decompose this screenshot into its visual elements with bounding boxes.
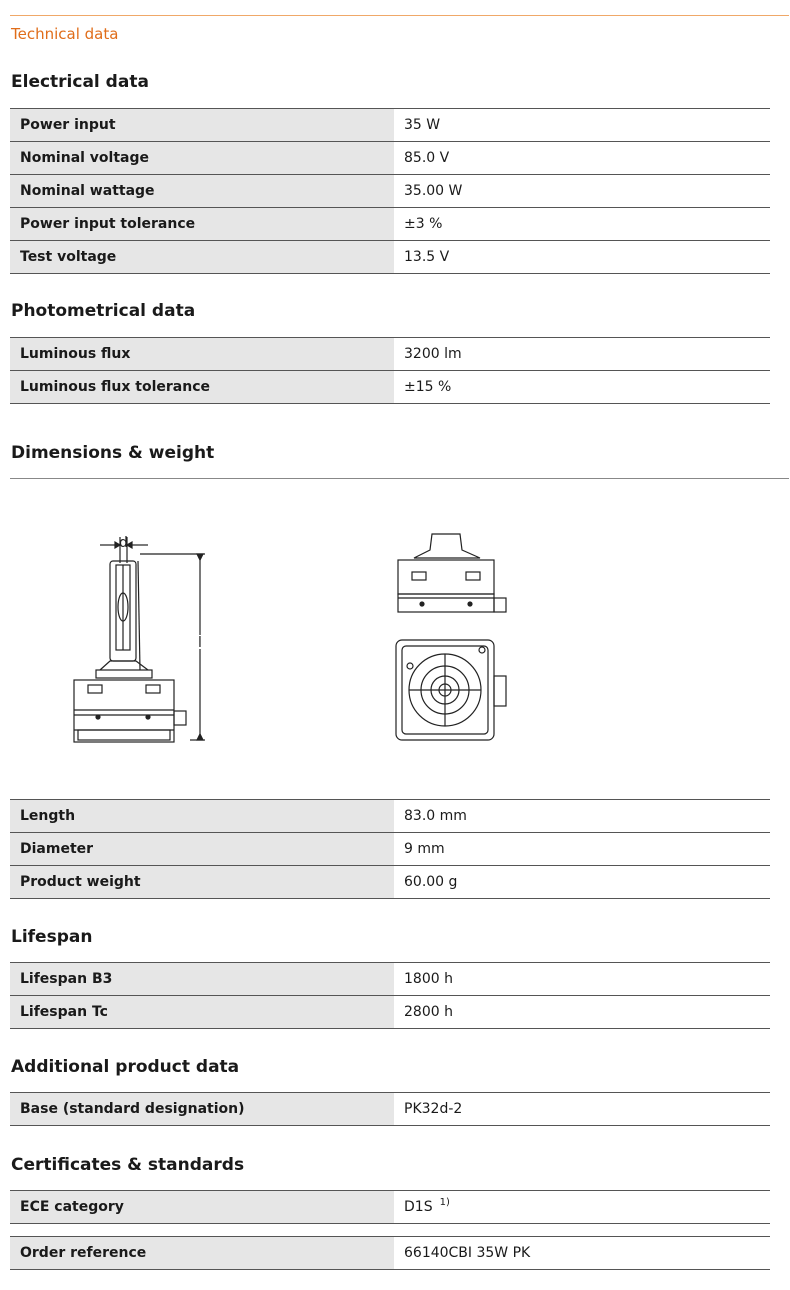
row-value: 35 W: [394, 109, 770, 142]
table-row: [10, 371, 770, 404]
row-label: Diameter: [10, 833, 394, 866]
additional-table: [10, 1092, 770, 1126]
bulb-top-view-drawing: [390, 530, 530, 745]
row-value: 60.00 g: [394, 866, 770, 899]
row-value: [394, 1191, 770, 1224]
table-row: [10, 109, 770, 142]
row-value: ±15 %: [394, 371, 770, 404]
row-label: Luminous flux: [10, 338, 394, 371]
table-row: [10, 866, 770, 899]
table-row: [10, 963, 770, 996]
table-row: [10, 208, 770, 241]
row-label: Product weight: [10, 866, 394, 899]
row-label: Power input tolerance: [10, 208, 394, 241]
table-row: [10, 241, 770, 274]
row-value: 9 mm: [394, 833, 770, 866]
row-label: Nominal voltage: [10, 142, 394, 175]
row-label: Length: [10, 800, 394, 833]
row-value: 35.00 W: [394, 175, 770, 208]
row-value: 66140CBI 35W PK: [394, 1237, 770, 1270]
electrical-heading: Electrical data: [11, 72, 149, 92]
table-row: [10, 142, 770, 175]
row-label: Nominal wattage: [10, 175, 394, 208]
dimensions-divider: [10, 478, 789, 479]
row-value: ±3 %: [394, 208, 770, 241]
row-value: 83.0 mm: [394, 800, 770, 833]
row-label: Test voltage: [10, 241, 394, 274]
table-row: [10, 800, 770, 833]
row-value: PK32d-2: [394, 1093, 770, 1126]
row-value: 13.5 V: [394, 241, 770, 274]
ece-category-value: D1S: [404, 1199, 433, 1215]
row-label: Order reference: [10, 1237, 394, 1270]
section-label: Technical data: [11, 25, 119, 43]
bulb-side-view-drawing: [60, 525, 220, 750]
table-row: [10, 338, 770, 371]
row-value: 1800 h: [394, 963, 770, 996]
table-row: [10, 996, 770, 1029]
table-row: [10, 175, 770, 208]
additional-heading: Additional product data: [11, 1057, 240, 1077]
certificates-heading: Certificates & standards: [11, 1155, 245, 1175]
row-label: Base (standard designation): [10, 1093, 394, 1126]
row-label: Lifespan Tc: [10, 996, 394, 1029]
footnote-marker: 1): [439, 1197, 450, 1208]
order-table: [10, 1236, 770, 1270]
dimensions-table: [10, 799, 770, 899]
row-label: ECE category: [10, 1191, 394, 1224]
row-value: 85.0 V: [394, 142, 770, 175]
length-label: l: [198, 635, 202, 651]
row-value: 2800 h: [394, 996, 770, 1029]
photometrical-table: [10, 337, 770, 404]
top-divider: [10, 15, 789, 16]
table-row: [10, 1093, 770, 1126]
row-label: Lifespan B3: [10, 963, 394, 996]
dimensions-heading: Dimensions & weight: [11, 443, 215, 463]
lifespan-table: [10, 962, 770, 1029]
diameter-label: d: [119, 535, 128, 551]
table-row: [10, 833, 770, 866]
electrical-table: [10, 108, 770, 274]
table-row: [10, 1237, 770, 1270]
certificates-table: [10, 1190, 770, 1224]
lifespan-heading: Lifespan: [11, 927, 93, 947]
row-value: 3200 lm: [394, 338, 770, 371]
row-label: Luminous flux tolerance: [10, 371, 394, 404]
row-label: Power input: [10, 109, 394, 142]
photometrical-heading: Photometrical data: [11, 301, 196, 321]
table-row: [10, 1191, 770, 1224]
